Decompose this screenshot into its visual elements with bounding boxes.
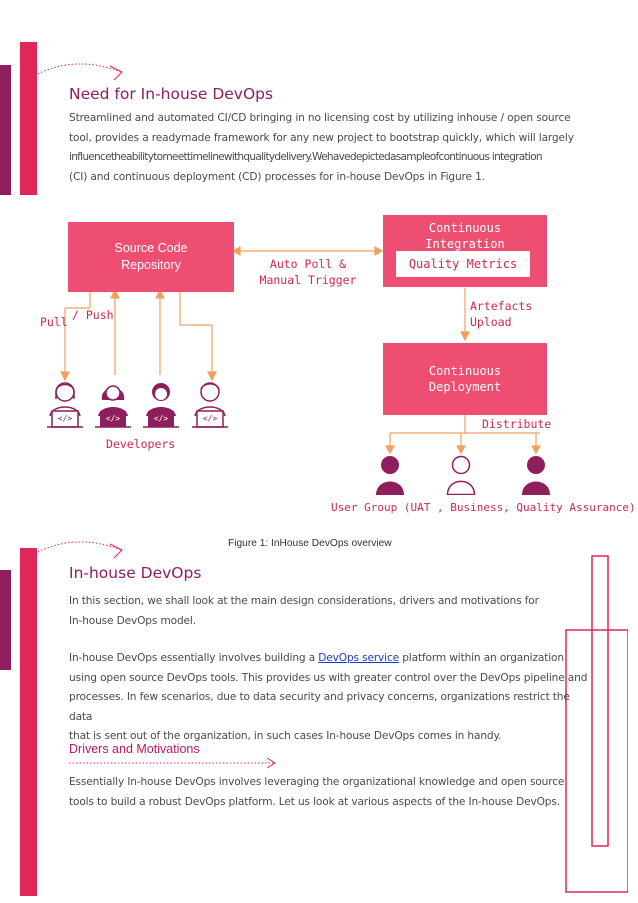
section-paragraph-inhouse — [69, 649, 594, 747]
box-label: Repository — [121, 258, 181, 272]
devops-service-link[interactable]: DevOps service — [318, 652, 400, 664]
paragraph-line: In-house DevOps model. — [69, 614, 196, 627]
drivers-paragraph — [69, 773, 594, 812]
developer-2-icon — [93, 380, 133, 432]
user-group-label: User Group (UAT , Business, Quality Assurance) — [331, 501, 636, 514]
paragraph-line: (CI) and continuous deployment (CD) processes for in-house DevOps in Figure 1. — [69, 170, 485, 183]
section-intro-inhouse — [69, 592, 589, 631]
label-line: Upload — [470, 315, 512, 329]
section-heading-inhouse: In-house DevOps — [69, 564, 202, 582]
user-3-icon — [520, 455, 552, 495]
distribute-label: Distribute — [482, 417, 552, 431]
paragraph-line: In this section, we shall look at the main design considerations, drivers and motivations for — [69, 595, 539, 607]
box-label: Continuous — [428, 364, 502, 378]
developer-1-icon — [45, 380, 85, 432]
artefacts-upload-label — [470, 298, 532, 330]
code-glyph: </> — [202, 414, 218, 423]
push-label: / Push — [72, 308, 114, 322]
box-label: Deployment — [428, 380, 502, 394]
paragraph-text: In-house DevOps essentially involves building a — [69, 652, 319, 664]
user-2-icon — [445, 455, 477, 495]
paragraph-text: platform within an organization — [399, 652, 564, 664]
code-glyph: </> — [105, 414, 121, 423]
figure-caption: Figure 1: InHouse DevOps overview — [228, 538, 392, 549]
code-glyph: </> — [57, 414, 73, 423]
subheading-dotted-arrow — [69, 757, 281, 769]
label-line: Manual Trigger — [259, 273, 357, 287]
paragraph-line: that is sent out of the organization, in such cases In-house DevOps comes in handy. — [69, 730, 502, 742]
code-glyph: </> — [153, 414, 169, 423]
quality-metrics-box: Quality Metrics — [396, 251, 530, 277]
label-line: Auto Poll & — [269, 257, 347, 271]
paragraph-line: processes. In few scenarios, due to data security and privacy concerns, organizations restrict the data — [69, 691, 570, 723]
paragraph-line: using open source DevOps tools. This provides us with greater control over the DevOps pipeline and — [69, 671, 588, 684]
source-code-repository-box — [68, 222, 234, 292]
paragraph-line: influencetheabilitytomeettimelinewithqualitydelivery.Wehavedepictedasampleofcontinuous integration — [69, 151, 542, 163]
auto-poll-label — [248, 256, 368, 288]
section-heading-need: Need for In-house DevOps — [69, 85, 274, 103]
paragraph-line: Streamlined and automated CI/CD bringing in no licensing cost by utilizing inhouse / open source — [69, 112, 571, 124]
continuous-deployment-box — [383, 343, 547, 415]
paragraph-line: tool, provides a readymade framework for any new project to bootstrap quickly, which will largely — [69, 131, 574, 144]
box-label: Continuous — [428, 221, 502, 235]
box-label: Source Code — [114, 241, 188, 255]
paragraph-line: tools to build a robust DevOps platform. Let us look at various aspects of the In-house DevOps. — [69, 795, 560, 808]
box-label: Integration — [425, 237, 505, 251]
pull-label: Pull — [40, 315, 68, 329]
drivers-subheading: Drivers and Motivations — [69, 742, 200, 756]
developer-3-icon — [141, 380, 181, 432]
user-1-icon — [374, 455, 406, 495]
developers-label: Developers — [106, 437, 176, 451]
label-line: Artefacts — [470, 299, 533, 313]
paragraph-line: Essentially In-house DevOps involves leveraging the organizational knowledge and open source — [69, 776, 565, 788]
developer-4-icon — [190, 380, 230, 432]
